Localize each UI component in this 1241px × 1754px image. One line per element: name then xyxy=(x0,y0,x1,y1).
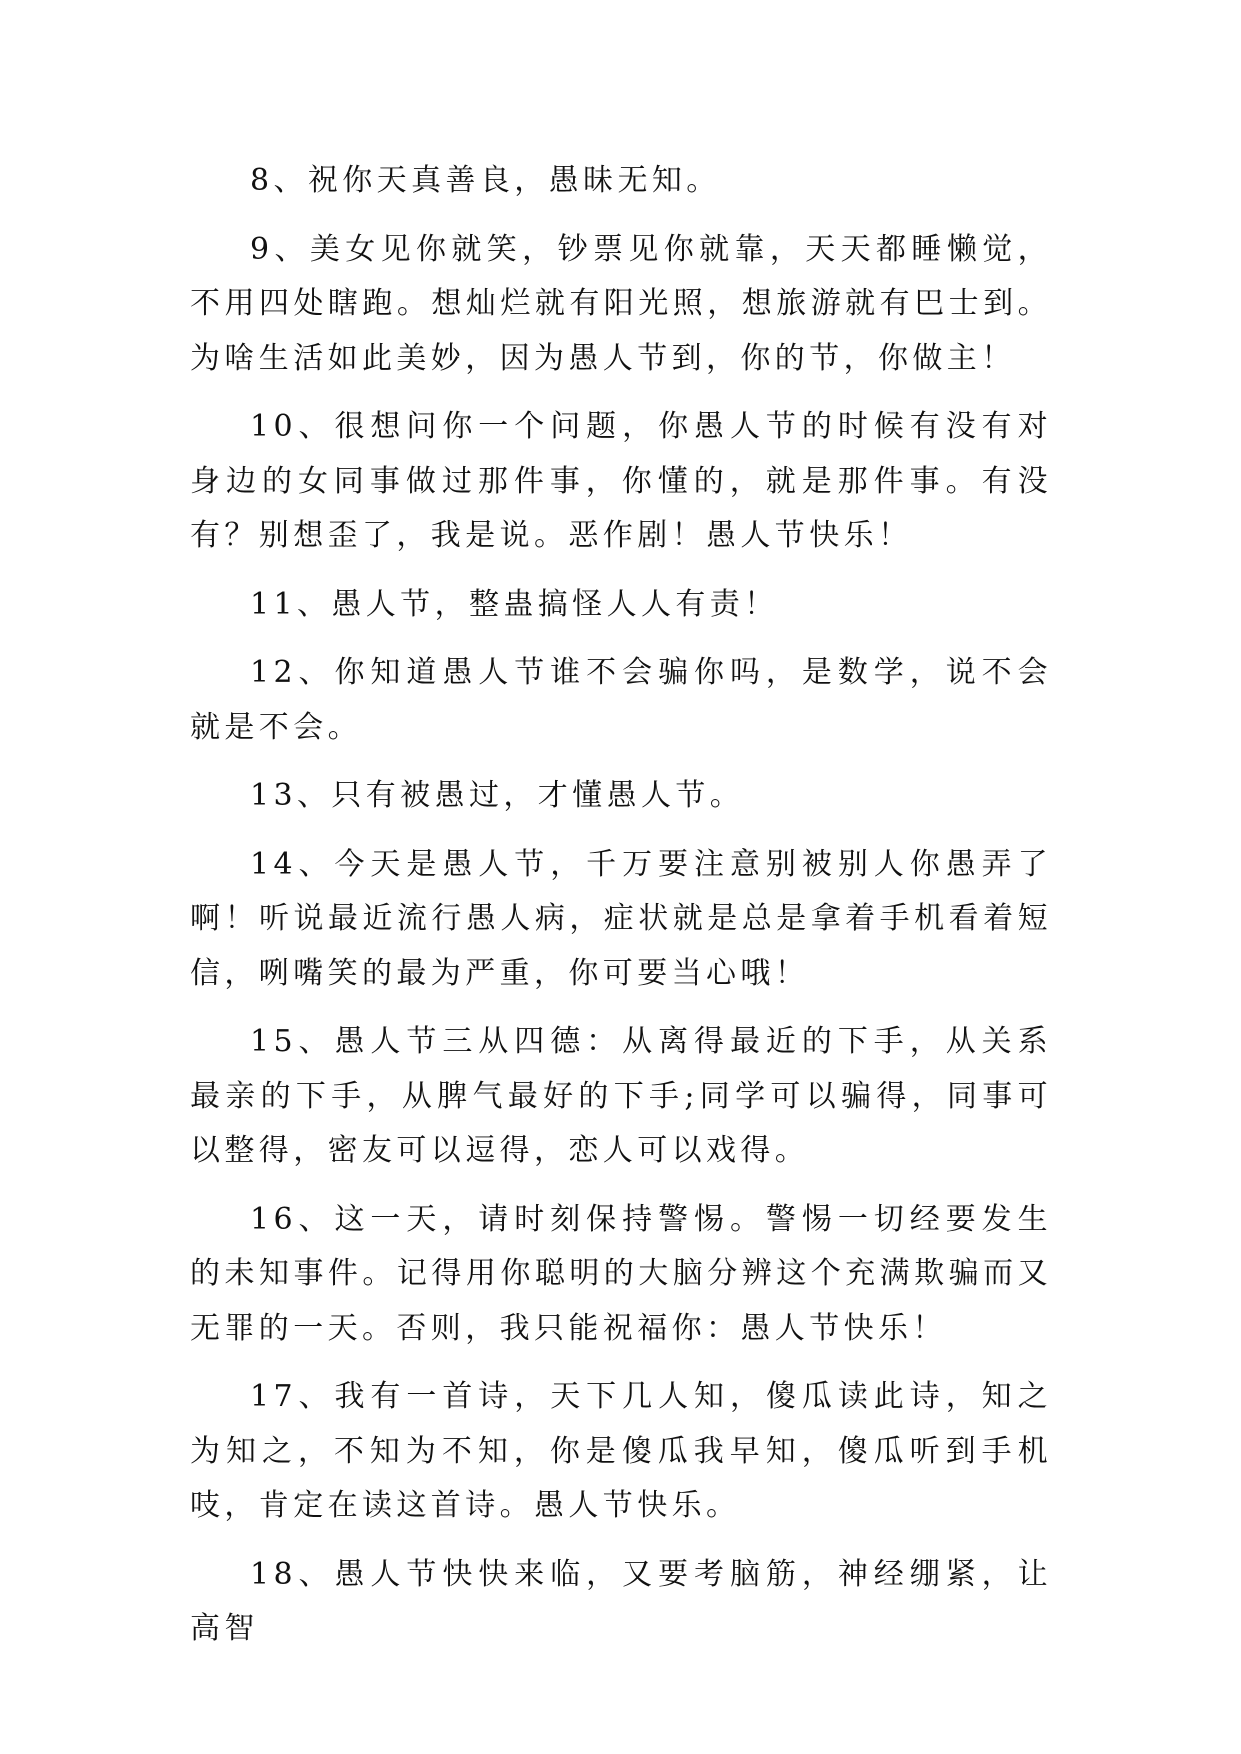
paragraph-11: 11、愚人节，整蛊搞怪人人有责！ xyxy=(250,586,779,622)
paragraph-16: 16、这一天，请时刻保持警惕。警惕一切经要发生的未知事件。记得用你聪明的大脑分辨这个充满欺骗而又无罪的一天。否则，我只能祝福你：愚人节快乐！ xyxy=(190,1201,1052,1346)
paragraph-8: 8、祝你天真善良，愚昧无知。 xyxy=(250,163,721,198)
paragraph-13: 13、只有被愚过，才懂愚人节。 xyxy=(250,778,745,813)
paragraph-14: 14、今天是愚人节，千万要注意别被别人你愚弄了啊！听说最近流行愚人病，症状就是总是拿着手机看着短信，咧嘴笑的最为严重，你可要当心哦！ xyxy=(190,846,1052,991)
paragraph-9: 9、美女见你就笑，钞票见你就靠，天天都睡懒觉，不用四处瞎跑。想灿烂就有阳光照，想旅游就有巴士到。为啥生活如此美妙，因为愚人节到，你的节，你做主！ xyxy=(190,231,1052,376)
paragraph-15: 15、愚人节三从四德：从离得最近的下手，从关系最亲的下手，从脾气最好的下手;同学可以骗得，同事可以整得，密友可以逗得，恋人可以戏得。 xyxy=(190,1024,1052,1168)
document-body xyxy=(190,154,1052,1671)
paragraph-12: 12、你知道愚人节谁不会骗你吗，是数学，说不会就是不会。 xyxy=(190,655,1052,745)
paragraph-18: 18、愚人节快快来临，又要考脑筋，神经绷紧，让高智 xyxy=(190,1556,1052,1646)
paragraph-17: 17、我有一首诗，天下几人知，傻瓜读此诗，知之为知之，不知为不知，你是傻瓜我早知，傻瓜听到手机吱，肯定在读这首诗。愚人节快乐。 xyxy=(190,1379,1052,1523)
paragraph-10: 10、很想问你一个问题，你愚人节的时候有没有对身边的女同事做过那件事，你懂的，就是那件事。有没有？别想歪了，我是说。恶作剧！愚人节快乐！ xyxy=(190,409,1052,553)
